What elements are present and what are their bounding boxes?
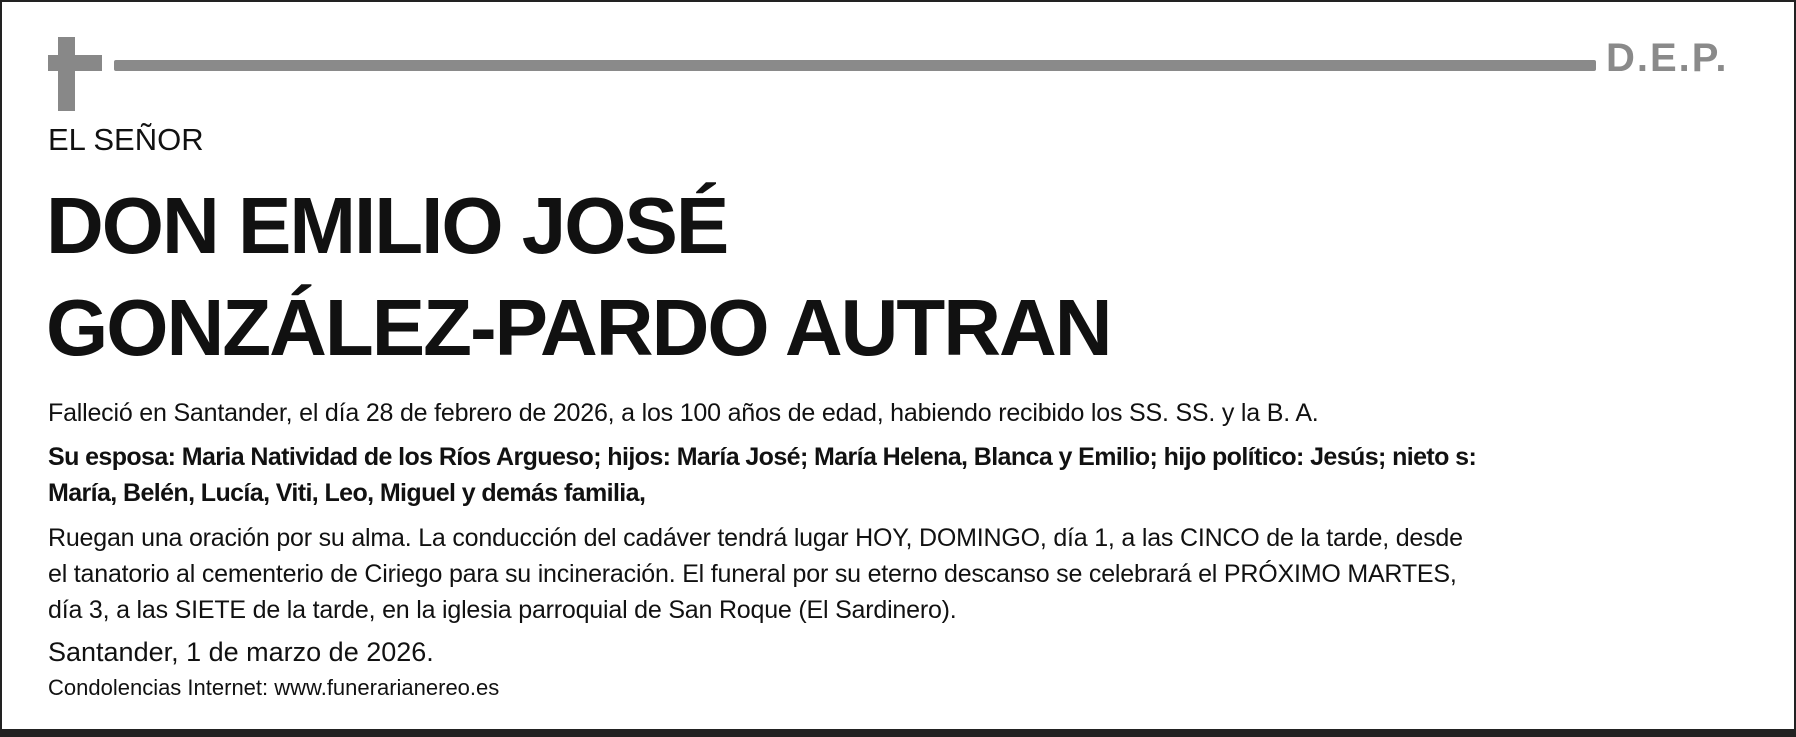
condolences-text: Condolencias Internet: www.funerarianereo.es [48,675,500,700]
cross-vertical-bar [58,37,75,111]
family-line2: María, Belén, Lucía, Viti, Leo, Miguel y demás familia, [48,479,646,507]
ceremony-line3: día 3, a las SIETE de la tarde, en la iglesia parroquial de San Roque (El Sardinero). [48,596,957,624]
intro-title: EL SEÑOR [48,122,204,157]
death-notice-text: Falleció en Santander, el día 28 de febrero de 2026, a los 100 años de edad, habiendo recibido los SS. SS. y la B. A. [48,399,1319,427]
dep-label: D.E.P. [1606,36,1729,80]
ceremony-line1: Ruegan una oración por su alma. La conducción del cadáver tendrá lugar HOY, DOMINGO, día 1, a las CINCO de la tarde, desde [48,524,1463,552]
place-date: Santander, 1 de marzo de 2026. [48,637,434,667]
deceased-name-line1: DON EMILIO JOSÉ [46,181,728,270]
cross-horizontal-bar [48,55,102,71]
family-line1: Su esposa: Maria Natividad de los Ríos Argueso; hijos: María José; María Helena, Blanca y Emilio; hijo político: Jesús; nieto s: [48,443,1477,471]
deceased-name-line2: GONZÁLEZ-PARDO AUTRAN [46,283,1111,372]
header-rule [114,60,1596,71]
ceremony-line2: el tanatorio al cementerio de Ciriego para su incineración. El funeral por su eterno descanso se celebrará el PRÓXIMO MARTES, [48,560,1457,588]
